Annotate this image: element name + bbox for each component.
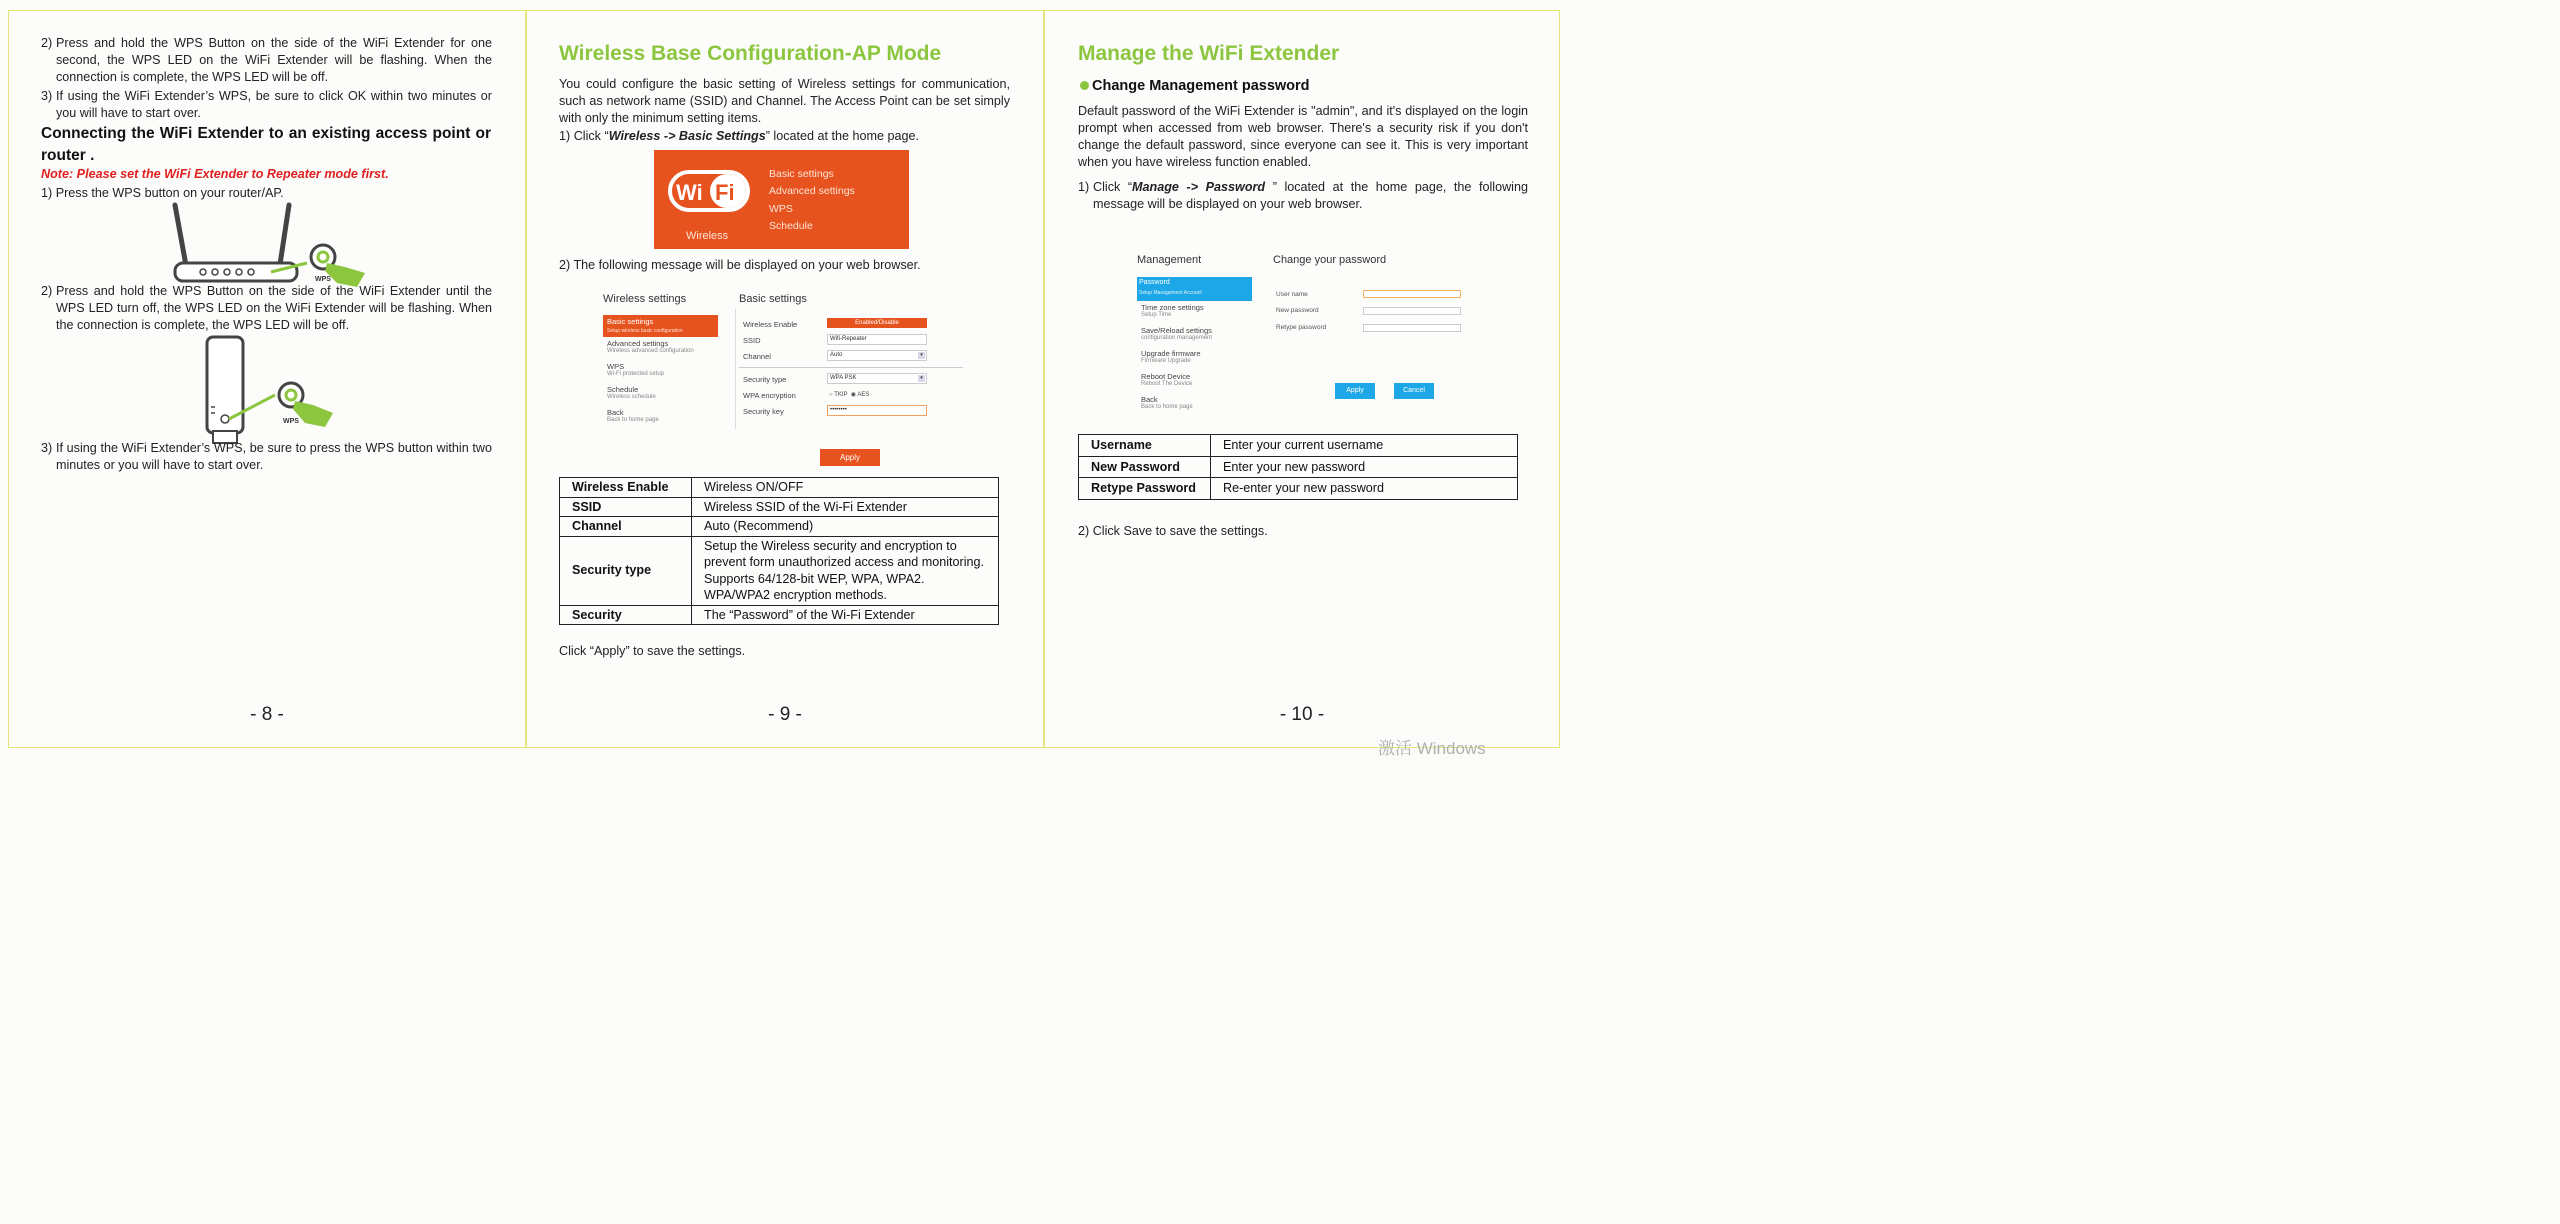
page-8 — [8, 10, 526, 748]
router-illustration — [167, 201, 367, 291]
mg-menu-upgrade[interactable]: Upgrade firmware Firmware Upgrade — [1141, 349, 1201, 364]
mg-cancel-button[interactable]: Cancel — [1394, 383, 1434, 399]
page10-step1: 1) Click “Manage -> Password ” located at the home page, the following message will be displayed on your web browser. — [1078, 180, 1528, 211]
ws-menu-basic[interactable]: Basic settings Setup wireless basic configuration — [603, 315, 718, 337]
ws-security-key-input[interactable]: •••••••• — [827, 405, 927, 416]
ws-menu-back[interactable]: Back Back to home page — [607, 408, 659, 423]
mg-apply-button[interactable]: Apply — [1335, 383, 1375, 399]
page9-footer: Click “Apply” to save the settings. — [559, 644, 746, 658]
page9-step1: 1) Click “Wireless -> Basic Settings” located at the home page. — [559, 129, 920, 143]
wps-label-router: WPS — [315, 276, 331, 283]
wifi-menu-image — [654, 150, 909, 249]
table-row: New Password Enter your new password — [1079, 456, 1518, 478]
ws-label-ssid: SSID — [743, 336, 761, 345]
ws-encryption-options: ○ TKIP ◉ AES — [829, 392, 870, 398]
page10-title: Manage the WiFi Extender — [1078, 42, 1340, 65]
ws-apply-button[interactable]: Apply — [820, 449, 880, 466]
page-9 — [526, 10, 1044, 748]
page8-item3a: 3) If using the WiFi Extender’s WPS, be sure to click OK within two minutes or you will have to start over. — [41, 89, 492, 120]
aes-radio-icon[interactable]: ◉ — [850, 392, 857, 398]
chevron-down-icon: ▾ — [918, 375, 925, 382]
table-row: Security The “Password” of the Wi-Fi Extender — [560, 605, 999, 625]
page-number-9: - 9 - — [768, 704, 802, 725]
ws-security-select[interactable]: WPA PSK ▾ — [827, 373, 927, 384]
ws-ssid-input[interactable]: Wifi-Repeater — [827, 334, 927, 345]
mg-label-username: User name — [1276, 291, 1308, 298]
page10-intro: Default password of the WiFi Extender is "admin", and it's displayed on the login prompt when accessed from web browser. There's a security risk if you don't change the default password, since everyone can see it. This is very important when you have wireless function enabled. — [1078, 104, 1528, 169]
management-screenshot — [1137, 251, 1477, 421]
wifi-logo-icon — [668, 166, 750, 216]
mg-label-new-password: New password — [1276, 307, 1319, 314]
table-row: Username Enter your current username — [1079, 435, 1518, 457]
page-number-10: - 10 - — [1279, 704, 1325, 725]
page-number-8: - 8 - — [250, 704, 284, 725]
page10-table — [1078, 434, 1518, 500]
ws-separator — [739, 367, 963, 368]
mg-right-title: Change your password — [1273, 254, 1387, 266]
wifi-menu-item: Advanced settings — [769, 185, 855, 198]
wifi-menu-item: Schedule — [769, 219, 813, 232]
windows-activation-watermark: 激活 Windows — [1378, 739, 1486, 758]
ws-right-title: Basic settings — [739, 293, 807, 305]
mg-retype-password-input[interactable] — [1363, 324, 1461, 332]
mg-label-retype-password: Retype password — [1276, 324, 1327, 331]
mg-menu-back[interactable]: Back Back to home page — [1141, 395, 1193, 410]
page8-item2b: 2) Press and hold the WPS Button on the side of the WiFi Extender until the WPS LED turn off, the WPS LED on the WiFi Extender will be flashing. When the connection is complete, the WPS LED will be off. — [41, 284, 492, 332]
wifi-menu-item: Basic settings — [769, 168, 834, 180]
page8-note: Note: Please set the WiFi Extender to Repeater mode first. — [41, 167, 389, 181]
table-row: Wireless Enable Wireless ON/OFF — [560, 478, 999, 498]
page-10 — [1044, 10, 1560, 748]
table-row: Channel Auto (Recommend) — [560, 517, 999, 537]
wifi-caption: Wireless — [686, 230, 729, 242]
ws-label-wpa-encryption: WPA encryption — [743, 391, 796, 400]
ws-label-channel: Channel — [743, 352, 771, 361]
mg-left-title: Management — [1137, 254, 1202, 266]
wifi-logo-fi: Fi — [715, 180, 735, 205]
wifi-menu-list — [769, 166, 855, 235]
table-row: SSID Wireless SSID of the Wi-Fi Extender — [560, 497, 999, 517]
mg-new-password-input[interactable] — [1363, 307, 1461, 315]
ws-menu-advanced[interactable]: Advanced settings Wireless advanced configuration — [607, 339, 694, 354]
mg-username-input[interactable] — [1363, 290, 1461, 298]
ws-label-security-type: Security type — [743, 375, 787, 384]
ws-label-security-key: Security key — [743, 407, 784, 416]
table-row: Security type Setup the Wireless security and encryption to prevent form unauthorized access and monitoring. Supports 64/128-bit WEP, WPA, WPA2. WPA/WPA2 encryption methods. — [560, 536, 999, 605]
ws-label-wireless-enable: Wireless Enable — [743, 320, 798, 329]
page8-heading: Connecting the WiFi Extender to an existing access point or router . — [41, 125, 491, 164]
ws-channel-select[interactable]: Auto ▾ — [827, 350, 927, 361]
ws-divider — [735, 309, 736, 429]
page9-step2: 2) The following message will be displayed on your web browser. — [559, 258, 921, 272]
bullet-icon — [1080, 81, 1089, 90]
wifi-menu-item: WPS — [769, 202, 793, 215]
mg-menu-password[interactable]: Password Setup Management Account — [1137, 277, 1252, 301]
page9-intro: You could configure the basic setting of Wireless settings for communication, such as network name (SSID) and Channel. The Access Point can be set simply with only the minimum setting items. — [559, 77, 1010, 125]
page8-item3b: 3) If using the WiFi Extender’s WPS, be sure to press the WPS button within two minutes or you will have to start over. — [41, 441, 492, 472]
extender-illustration — [199, 333, 339, 445]
wireless-settings-screenshot — [603, 291, 963, 471]
page9-title: Wireless Base Configuration-AP Mode — [559, 42, 942, 65]
mg-menu-timezone[interactable]: Time zone settings Setup Time — [1141, 303, 1204, 318]
ws-enable-toggle[interactable]: Enabled/Disable — [827, 318, 927, 328]
page10-step2: 2) Click Save to save the settings. — [1078, 524, 1268, 538]
ws-menu-schedule[interactable]: Schedule Wireless schedule — [607, 385, 656, 400]
chevron-down-icon: ▾ — [918, 352, 925, 359]
page9-table — [559, 477, 999, 625]
wps-label-extender: WPS — [283, 418, 299, 425]
ws-left-title: Wireless settings — [603, 293, 687, 305]
table-row: Retype Password Re-enter your new password — [1079, 478, 1518, 500]
ws-menu-wps[interactable]: WPS Wi-Fi protected setup — [607, 362, 665, 377]
mg-menu-save-reload[interactable]: Save/Reload settings configuration management — [1141, 326, 1213, 341]
mg-menu-reboot[interactable]: Reboot Device Reboot The Device — [1141, 372, 1193, 387]
page8-item2a: 2) Press and hold the WPS Button on the side of the WiFi Extender for one second, the WPS LED on the WiFi Extender will be flashing. When the connection is complete, the WPS LED will be off. — [41, 36, 492, 84]
wifi-logo-wi: Wi — [676, 180, 703, 205]
page8-item1: 1) Press the WPS button on your router/AP. — [41, 186, 284, 200]
tkip-radio-icon[interactable]: ○ — [829, 392, 833, 398]
page10-subtitle: Change Management password — [1080, 75, 1310, 97]
